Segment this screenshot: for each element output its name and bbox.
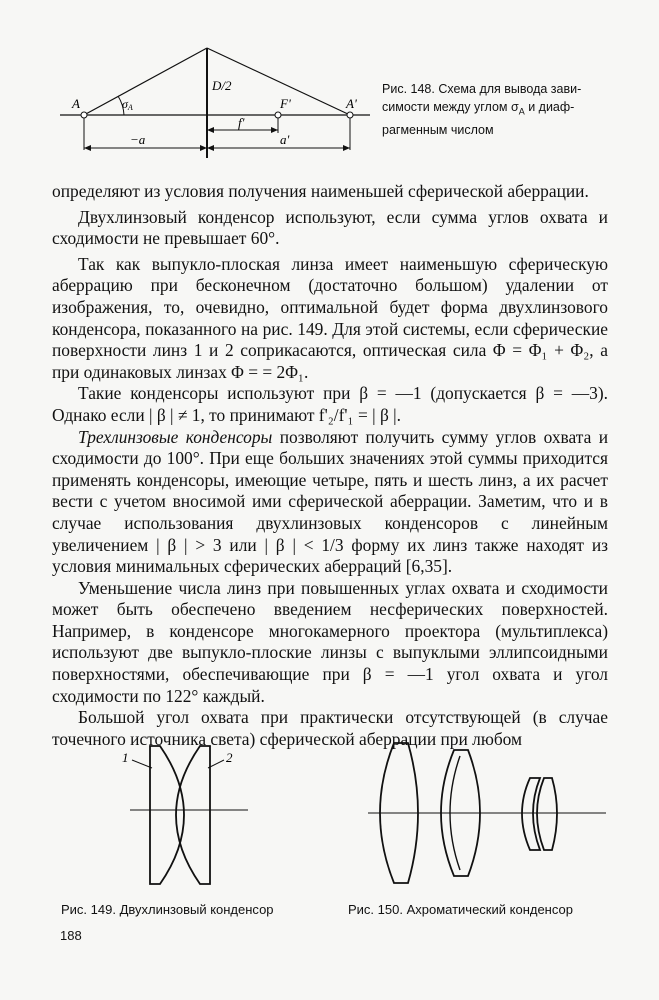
label-f-prime: F' [280, 96, 291, 111]
paragraph-1: определяют из условия получения наименьшей сферической аберрации. [52, 181, 589, 201]
paragraph-3: Так как выпукло-плоская линза имеет наименьшую сферическую аберрацию при бесконечном (достаточно большом) удалении от изображения, то, очевидно, оптимальной будет форма двухлинзового конденсора, показанного на рис. 149. Для этой системы, если сферические поверхности линз 1 и 2 соприкасаются, оптическая сила Φ = Φ₁ + Φ₂, а при одинаковых линзах Φ = = 2Φ₁. [52, 253, 608, 382]
label-f-prime-dim: f' [238, 115, 245, 130]
label-a: A [72, 96, 80, 111]
label-d2: D/2 [212, 78, 232, 93]
figure-150-diagram [368, 738, 608, 890]
label-a-prime-dim: a' [280, 132, 290, 147]
page-number: 188 [60, 928, 82, 943]
paragraph-7: Большой угол охвата при практически отсутствующей (в случае точечного источника света) сферической аберрации при любом [52, 707, 608, 749]
lens-2 [176, 746, 210, 884]
label-a-prime-point: A' [346, 96, 357, 111]
figure-149-caption: Рис. 149. Двухлинзовый конденсор [61, 902, 274, 917]
figure-149-diagram [120, 738, 250, 890]
figure-148-diagram [60, 38, 370, 168]
label-sigma: σA [122, 97, 133, 112]
paragraph-2: Двухлинзовый конденсор используют, если сумма углов охвата и сходимости не превышает 60°. [52, 206, 608, 249]
lens-1 [150, 746, 184, 884]
paragraph-5: Трехлинзовые конденсоры позволяют получить сумму углов охвата и сходимости до 100°. При еще больших значениях этой суммы приходится применять конденсоры, имеющие четыре, пять и шесть линз, а их расчет вести с учетом вносимой ими сферической аберрации. Заметим, что и в случае использования двухлинзовых конденсоров с линейным увеличением | β | > 3 или | β | < 1/3 форму их линз также находят из условия минимальных сферических аберраций [6,35]. [52, 426, 608, 577]
label-lens-2: 2 [226, 750, 233, 765]
paragraph-4: Такие конденсоры используют при β = —1 (допускается β = —3). Однако если | β | ≠ 1, то принимают f'₂/f'₁ = | β |. [52, 383, 608, 425]
point-a [81, 112, 87, 118]
paragraph-6: Уменьшение числа линз при повышенных углах охвата и сходимости может быть обеспечено введением несферических поверхностей. Например, в конденсоре многокамерного проектора (мультиплекса) используют две выпукло-плоские линзы с выпуклыми эллипсоидными поверхностями, обеспечивающие при β = —1 угол охвата и угол сходимости по 122° каждый. [52, 577, 608, 706]
figure-148-caption: Рис. 148. Схема для вывода зави- симости между углом $\sigma_A$ и диаф- рагменным числом [382, 82, 582, 137]
label-lens-1: 1 [122, 750, 129, 765]
figure-150-caption: Рис. 150. Ахроматический конденсор [348, 902, 573, 917]
lens-small-convex [537, 778, 557, 850]
point-f-prime [275, 112, 281, 118]
point-a-prime [347, 112, 353, 118]
label-minus-a: −a [130, 132, 146, 147]
ray-left [84, 48, 207, 115]
body-text [52, 181, 608, 750]
